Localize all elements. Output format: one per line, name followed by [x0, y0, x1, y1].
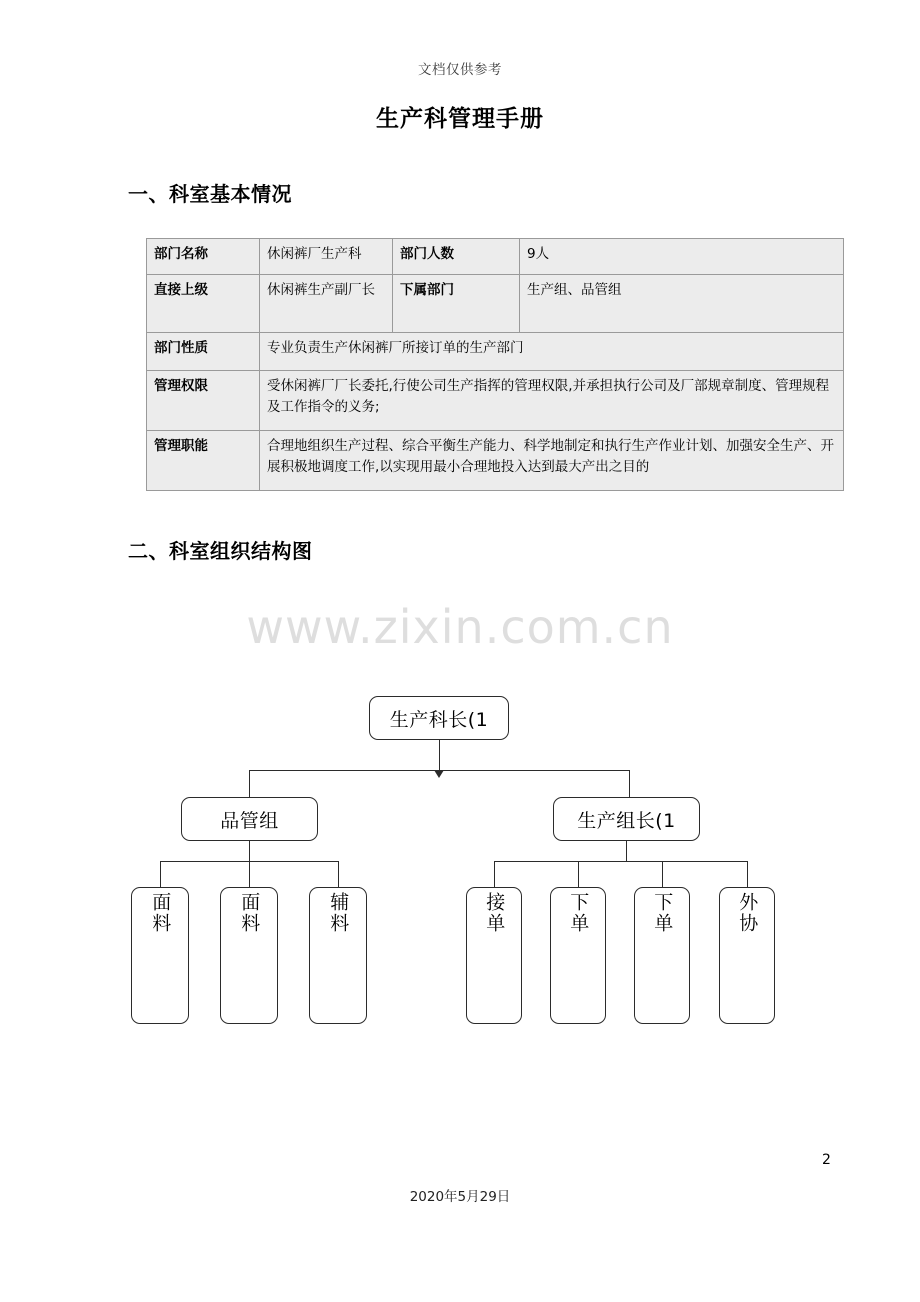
- org-leaf-left-2: 面料: [220, 887, 278, 1024]
- connector-drop-left: [249, 770, 250, 797]
- org-leaf-right-2: 下单: [550, 887, 606, 1024]
- connector-left-leaf3: [338, 861, 339, 887]
- connector-drop-right: [629, 770, 630, 797]
- org-leaf-right-4: 外协: [719, 887, 775, 1024]
- org-node-quality-group: 品管组: [181, 797, 318, 841]
- connector-right-leaf4: [747, 861, 748, 887]
- connector-right-leaf3: [662, 861, 663, 887]
- table-row: [147, 371, 844, 431]
- cell-value-sub-departments: 生产组、品管组: [520, 275, 844, 333]
- cell-label-department-nature: 部门性质: [147, 333, 260, 371]
- department-info-table: [146, 238, 844, 491]
- page-number: 2: [822, 1152, 831, 1168]
- document-header-note: 文档仅供参考: [418, 62, 502, 78]
- site-watermark: www.zixin.com.cn: [246, 600, 674, 654]
- table-row: [147, 431, 844, 491]
- table-row: [147, 239, 844, 275]
- table-row: [147, 275, 844, 333]
- cell-value-direct-superior: 休闲裤生产副厂长: [260, 275, 393, 333]
- org-leaf-left-1: 面料: [131, 887, 189, 1024]
- org-node-root: 生产科长(1: [369, 696, 509, 740]
- cell-value-department-name: 休闲裤厂生产科: [260, 239, 393, 275]
- organization-chart: [0, 690, 920, 1050]
- page-title: 生产科管理手册: [376, 106, 544, 132]
- cell-value-management-authority: 受休闲裤厂厂长委托,行使公司生产指挥的管理权限,并承担执行公司及厂部规章制度、管理规程及工作指令的义务;: [260, 371, 844, 431]
- connector-right-bus: [494, 861, 748, 862]
- org-node-production-leader: 生产组长(1: [553, 797, 700, 841]
- cell-value-department-nature: 专业负责生产休闲裤厂所接订单的生产部门: [260, 333, 844, 371]
- section-heading-basic-info: 一、科室基本情况: [128, 182, 292, 206]
- connector-right-down: [626, 841, 627, 861]
- org-leaf-right-3: 下单: [634, 887, 690, 1024]
- connector-root-down: [439, 740, 440, 770]
- cell-label-management-function: 管理职能: [147, 431, 260, 491]
- cell-label-direct-superior: 直接上级: [147, 275, 260, 333]
- connector-left-leaf2: [249, 861, 250, 887]
- connector-left-leaf1: [160, 861, 161, 887]
- cell-value-management-function: 合理地组织生产过程、综合平衡生产能力、科学地制定和执行生产作业计划、加强安全生产、开展积极地调度工作,以实现用最小合理地投入达到最大产出之目的: [260, 431, 844, 491]
- cell-label-headcount: 部门人数: [393, 239, 520, 275]
- org-leaf-left-3: 辅料: [309, 887, 367, 1024]
- cell-label-management-authority: 管理权限: [147, 371, 260, 431]
- connector-left-down: [249, 841, 250, 861]
- connector-arrow-icon: [434, 770, 444, 778]
- org-leaf-right-1: 接单: [466, 887, 522, 1024]
- table-row: [147, 333, 844, 371]
- connector-right-leaf1: [494, 861, 495, 887]
- cell-label-sub-departments: 下属部门: [393, 275, 520, 333]
- cell-label-department-name: 部门名称: [147, 239, 260, 275]
- connector-right-leaf2: [578, 861, 579, 887]
- section-heading-org-chart: 二、科室组织结构图: [128, 539, 313, 563]
- cell-value-headcount: 9人: [520, 239, 844, 275]
- document-footer-date: 2020年5月29日: [409, 1189, 511, 1205]
